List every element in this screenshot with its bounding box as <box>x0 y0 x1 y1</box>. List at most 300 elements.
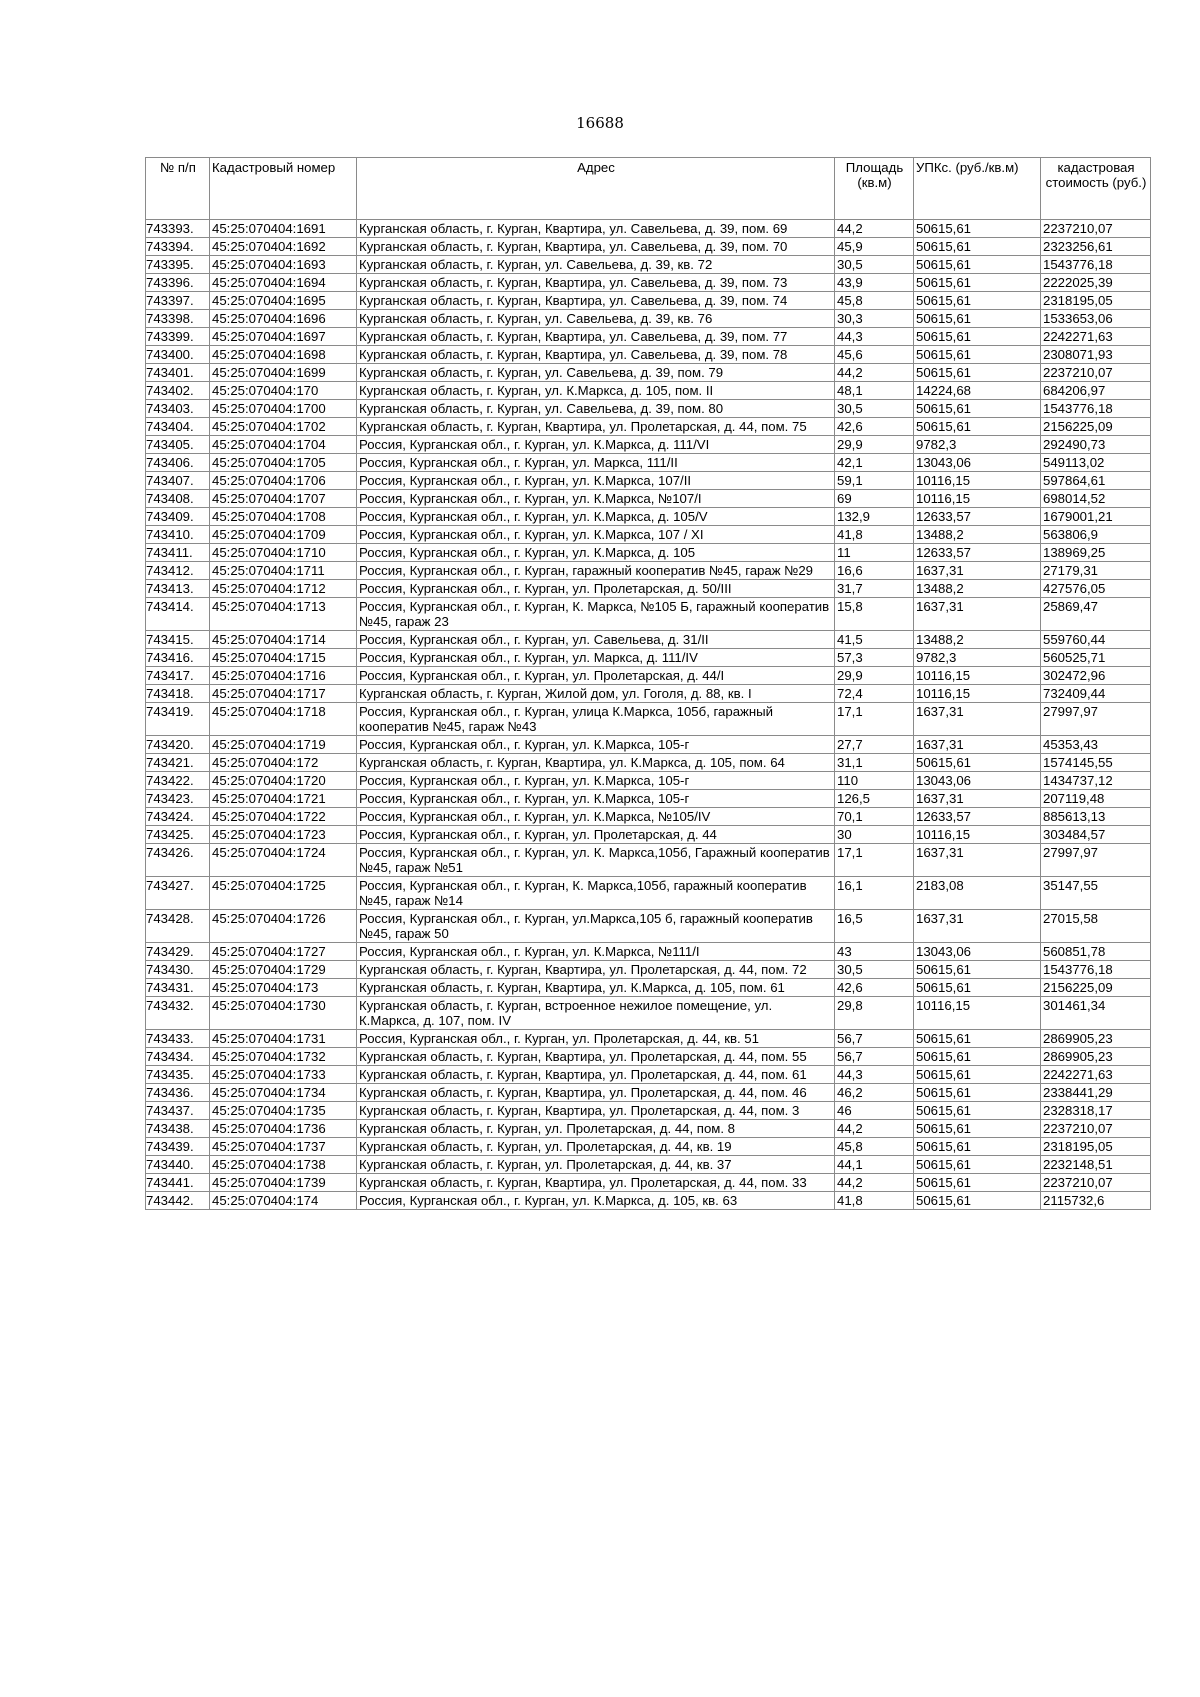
cell-num: 743407. <box>146 472 210 490</box>
cell-num: 743415. <box>146 631 210 649</box>
cell-cadastral-number: 45:25:070404:1718 <box>210 703 357 736</box>
cell-num: 743422. <box>146 772 210 790</box>
cell-cadastral-value: 563806,9 <box>1041 526 1151 544</box>
cell-cadastral-number: 45:25:070404:1708 <box>210 508 357 526</box>
table-row <box>146 364 1151 382</box>
cell-cadastral-number: 45:25:070404:1736 <box>210 1120 357 1138</box>
cell-upks: 50615,61 <box>914 238 1041 256</box>
table-row <box>146 436 1151 454</box>
cell-upks: 50615,61 <box>914 1156 1041 1174</box>
page-number: 16688 <box>576 114 624 132</box>
cell-upks: 50615,61 <box>914 1138 1041 1156</box>
table-row <box>146 736 1151 754</box>
table-row <box>146 544 1151 562</box>
cell-upks: 13488,2 <box>914 526 1041 544</box>
cell-num: 743426. <box>146 844 210 877</box>
cell-cadastral-number: 45:25:070404:1717 <box>210 685 357 703</box>
cell-area: 126,5 <box>835 790 914 808</box>
cell-cadastral-number: 45:25:070404:1709 <box>210 526 357 544</box>
cell-cadastral-number: 45:25:070404:1715 <box>210 649 357 667</box>
cell-num: 743397. <box>146 292 210 310</box>
table-row <box>146 1192 1151 1210</box>
cell-num: 743403. <box>146 400 210 418</box>
cell-num: 743408. <box>146 490 210 508</box>
table-row <box>146 772 1151 790</box>
header-cadastral-value: кадастровая стоимость (руб.) <box>1041 158 1151 220</box>
cell-cadastral-value: 2318195,05 <box>1041 292 1151 310</box>
cell-address: Россия, Курганская обл., г. Курган, ул. К.Маркса, №105/IV <box>357 808 835 826</box>
cell-num: 743438. <box>146 1120 210 1138</box>
cell-upks: 50615,61 <box>914 1174 1041 1192</box>
cell-num: 743393. <box>146 220 210 238</box>
cell-upks: 50615,61 <box>914 1120 1041 1138</box>
cell-num: 743429. <box>146 943 210 961</box>
header-upks: УПКс. (руб./кв.м) <box>914 158 1041 220</box>
cell-upks: 2183,08 <box>914 877 1041 910</box>
cell-upks: 50615,61 <box>914 256 1041 274</box>
cell-cadastral-number: 45:25:070404:1707 <box>210 490 357 508</box>
cell-num: 743414. <box>146 598 210 631</box>
cell-cadastral-number: 45:25:070404:1693 <box>210 256 357 274</box>
cell-area: 43 <box>835 943 914 961</box>
cell-cadastral-number: 45:25:070404:1706 <box>210 472 357 490</box>
cell-upks: 50615,61 <box>914 364 1041 382</box>
cell-num: 743434. <box>146 1048 210 1066</box>
cell-cadastral-value: 1543776,18 <box>1041 256 1151 274</box>
cell-num: 743437. <box>146 1102 210 1120</box>
cell-cadastral-number: 45:25:070404:1719 <box>210 736 357 754</box>
cell-area: 29,9 <box>835 667 914 685</box>
cell-address: Курганская область, г. Курган, ул. Савельева, д. 39, пом. 79 <box>357 364 835 382</box>
cell-address: Россия, Курганская обл., г. Курган, ул. К.Маркса, д. 105 <box>357 544 835 562</box>
cell-num: 743419. <box>146 703 210 736</box>
cell-cadastral-number: 45:25:070404:1714 <box>210 631 357 649</box>
cell-area: 30,5 <box>835 961 914 979</box>
cell-upks: 13488,2 <box>914 580 1041 598</box>
cell-upks: 50615,61 <box>914 310 1041 328</box>
cell-area: 30,3 <box>835 310 914 328</box>
cell-cadastral-number: 45:25:070404:1733 <box>210 1066 357 1084</box>
cell-upks: 1637,31 <box>914 844 1041 877</box>
cell-cadastral-value: 427576,05 <box>1041 580 1151 598</box>
cell-cadastral-value: 2869905,23 <box>1041 1048 1151 1066</box>
cell-upks: 50615,61 <box>914 1030 1041 1048</box>
table-row <box>146 790 1151 808</box>
cell-address: Россия, Курганская обл., г. Курган, гаражный кооператив №45, гараж №29 <box>357 562 835 580</box>
cell-address: Курганская область, г. Курган, ул. К.Маркса, д. 105, пом. II <box>357 382 835 400</box>
cell-cadastral-number: 45:25:070404:1711 <box>210 562 357 580</box>
cell-upks: 9782,3 <box>914 436 1041 454</box>
cell-num: 743420. <box>146 736 210 754</box>
cell-address: Россия, Курганская обл., г. Курган, ул. К.Маркса, 107/II <box>357 472 835 490</box>
cell-area: 42,6 <box>835 979 914 997</box>
table-row <box>146 598 1151 631</box>
table-row <box>146 1156 1151 1174</box>
cell-cadastral-value: 27179,31 <box>1041 562 1151 580</box>
table-row <box>146 943 1151 961</box>
cell-address: Курганская область, г. Курган, ул. Савельева, д. 39, пом. 80 <box>357 400 835 418</box>
cell-cadastral-number: 45:25:070404:1726 <box>210 910 357 943</box>
cell-upks: 1637,31 <box>914 910 1041 943</box>
cell-cadastral-value: 2242271,63 <box>1041 1066 1151 1084</box>
cell-upks: 50615,61 <box>914 400 1041 418</box>
cell-area: 17,1 <box>835 844 914 877</box>
cell-cadastral-number: 45:25:070404:1720 <box>210 772 357 790</box>
cell-upks: 13488,2 <box>914 631 1041 649</box>
cell-num: 743425. <box>146 826 210 844</box>
cell-area: 44,1 <box>835 1156 914 1174</box>
cell-address: Курганская область, г. Курган, встроенное нежилое помещение, ул. К.Маркса, д. 107, пом. IV <box>357 997 835 1030</box>
cell-upks: 10116,15 <box>914 490 1041 508</box>
cell-address: Курганская область, г. Курган, Жилой дом, ул. Гоголя, д. 88, кв. I <box>357 685 835 703</box>
table-row <box>146 754 1151 772</box>
cell-area: 45,8 <box>835 1138 914 1156</box>
table-row <box>146 490 1151 508</box>
cell-address: Россия, Курганская обл., г. Курган, ул. К.Маркса, д. 105, кв. 63 <box>357 1192 835 1210</box>
cell-address: Курганская область, г. Курган, Квартира, ул. Савельева, д. 39, пом. 77 <box>357 328 835 346</box>
cell-address: Россия, Курганская обл., г. Курган, ул. К. Маркса,105б, Гаражный кооператив №45, гараж №51 <box>357 844 835 877</box>
cell-area: 29,8 <box>835 997 914 1030</box>
cell-area: 46 <box>835 1102 914 1120</box>
cell-cadastral-number: 45:25:070404:1704 <box>210 436 357 454</box>
cell-upks: 1637,31 <box>914 703 1041 736</box>
table-row <box>146 844 1151 877</box>
cell-cadastral-number: 45:25:070404:1734 <box>210 1084 357 1102</box>
table-row <box>146 1084 1151 1102</box>
cell-address: Россия, Курганская обл., г. Курган, ул. Пролетарская, д. 44, кв. 51 <box>357 1030 835 1048</box>
cell-address: Курганская область, г. Курган, Квартира, ул. Пролетарская, д. 44, пом. 72 <box>357 961 835 979</box>
cell-area: 15,8 <box>835 598 914 631</box>
cell-cadastral-number: 45:25:070404:1735 <box>210 1102 357 1120</box>
cell-cadastral-value: 2237210,07 <box>1041 220 1151 238</box>
cell-num: 743421. <box>146 754 210 772</box>
cell-upks: 13043,06 <box>914 454 1041 472</box>
cell-num: 743402. <box>146 382 210 400</box>
cell-upks: 10116,15 <box>914 685 1041 703</box>
cell-cadastral-number: 45:25:070404:1710 <box>210 544 357 562</box>
cell-cadastral-number: 45:25:070404:1732 <box>210 1048 357 1066</box>
cell-cadastral-value: 302472,96 <box>1041 667 1151 685</box>
cell-num: 743404. <box>146 418 210 436</box>
cell-address: Курганская область, г. Курган, Квартира, ул. Пролетарская, д. 44, пом. 75 <box>357 418 835 436</box>
cell-address: Россия, Курганская обл., г. Курган, ул. Пролетарская, д. 44 <box>357 826 835 844</box>
header-area: Площадь (кв.м) <box>835 158 914 220</box>
cell-num: 743432. <box>146 997 210 1030</box>
cell-num: 743427. <box>146 877 210 910</box>
table-header-row <box>146 158 1151 220</box>
cell-address: Курганская область, г. Курган, ул. Пролетарская, д. 44, кв. 37 <box>357 1156 835 1174</box>
cell-upks: 12633,57 <box>914 808 1041 826</box>
cell-cadastral-number: 45:25:070404:174 <box>210 1192 357 1210</box>
cell-area: 46,2 <box>835 1084 914 1102</box>
cell-address: Курганская область, г. Курган, Квартира, ул. Савельева, д. 39, пом. 70 <box>357 238 835 256</box>
cell-upks: 50615,61 <box>914 346 1041 364</box>
cell-cadastral-value: 1533653,06 <box>1041 310 1151 328</box>
cell-address: Россия, Курганская обл., г. Курган, ул. К.Маркса, 107 / XI <box>357 526 835 544</box>
cell-cadastral-value: 27015,58 <box>1041 910 1151 943</box>
cell-cadastral-value: 27997,97 <box>1041 703 1151 736</box>
table-body <box>146 220 1151 1210</box>
cell-cadastral-value: 698014,52 <box>1041 490 1151 508</box>
cell-cadastral-value: 2318195,05 <box>1041 1138 1151 1156</box>
cell-upks: 1637,31 <box>914 598 1041 631</box>
cell-area: 31,1 <box>835 754 914 772</box>
cell-area: 41,8 <box>835 1192 914 1210</box>
cell-area: 16,6 <box>835 562 914 580</box>
table-row <box>146 580 1151 598</box>
table-row <box>146 382 1151 400</box>
table-row <box>146 1066 1151 1084</box>
cell-cadastral-value: 45353,43 <box>1041 736 1151 754</box>
cell-cadastral-number: 45:25:070404:1727 <box>210 943 357 961</box>
cell-address: Курганская область, г. Курган, Квартира, ул. Савельева, д. 39, пом. 74 <box>357 292 835 310</box>
cell-area: 45,8 <box>835 292 914 310</box>
cell-upks: 13043,06 <box>914 772 1041 790</box>
cell-num: 743413. <box>146 580 210 598</box>
table-row <box>146 979 1151 997</box>
cell-cadastral-value: 35147,55 <box>1041 877 1151 910</box>
cell-cadastral-number: 45:25:070404:1694 <box>210 274 357 292</box>
cell-cadastral-value: 2156225,09 <box>1041 979 1151 997</box>
cell-address: Россия, Курганская обл., г. Курган, К. Маркса, №105 Б, гаражный кооператив №45, гараж 23 <box>357 598 835 631</box>
cell-address: Курганская область, г. Курган, ул. Савельева, д. 39, кв. 72 <box>357 256 835 274</box>
cell-cadastral-number: 45:25:070404:1723 <box>210 826 357 844</box>
cell-cadastral-value: 1574145,55 <box>1041 754 1151 772</box>
cell-area: 132,9 <box>835 508 914 526</box>
table-row <box>146 310 1151 328</box>
cell-upks: 50615,61 <box>914 220 1041 238</box>
cell-address: Россия, Курганская обл., г. Курган, ул. Савельева, д. 31/II <box>357 631 835 649</box>
cell-upks: 10116,15 <box>914 667 1041 685</box>
cell-area: 30 <box>835 826 914 844</box>
cell-cadastral-number: 45:25:070404:1739 <box>210 1174 357 1192</box>
cell-cadastral-number: 45:25:070404:1730 <box>210 997 357 1030</box>
table-row <box>146 472 1151 490</box>
cell-cadastral-value: 27997,97 <box>1041 844 1151 877</box>
cell-cadastral-value: 2338441,29 <box>1041 1084 1151 1102</box>
cell-address: Россия, Курганская обл., г. Курган, улица К.Маркса, 105б, гаражный кооператив №45, гараж №43 <box>357 703 835 736</box>
cell-address: Курганская область, г. Курган, Квартира, ул. Пролетарская, д. 44, пом. 55 <box>357 1048 835 1066</box>
cell-cadastral-number: 45:25:070404:1699 <box>210 364 357 382</box>
cell-area: 30,5 <box>835 256 914 274</box>
cell-upks: 10116,15 <box>914 997 1041 1030</box>
cell-cadastral-number: 45:25:070404:1725 <box>210 877 357 910</box>
cell-address: Курганская область, г. Курган, Квартира, ул. Савельева, д. 39, пом. 78 <box>357 346 835 364</box>
table-row <box>146 703 1151 736</box>
cell-area: 45,6 <box>835 346 914 364</box>
cell-cadastral-number: 45:25:070404:1702 <box>210 418 357 436</box>
table-row <box>146 826 1151 844</box>
cell-cadastral-value: 560851,78 <box>1041 943 1151 961</box>
cell-num: 743395. <box>146 256 210 274</box>
cell-area: 72,4 <box>835 685 914 703</box>
cell-upks: 50615,61 <box>914 1192 1041 1210</box>
table-row <box>146 220 1151 238</box>
cell-area: 16,5 <box>835 910 914 943</box>
cell-cadastral-number: 45:25:070404:1712 <box>210 580 357 598</box>
cell-area: 48,1 <box>835 382 914 400</box>
table-row <box>146 631 1151 649</box>
table-row <box>146 910 1151 943</box>
table-row <box>146 274 1151 292</box>
cell-address: Россия, Курганская обл., г. Курган, ул. К.Маркса, д. 111/VI <box>357 436 835 454</box>
cell-num: 743423. <box>146 790 210 808</box>
cell-upks: 12633,57 <box>914 544 1041 562</box>
cell-upks: 50615,61 <box>914 274 1041 292</box>
cell-cadastral-number: 45:25:070404:1721 <box>210 790 357 808</box>
cell-address: Курганская область, г. Курган, ул. Пролетарская, д. 44, кв. 19 <box>357 1138 835 1156</box>
cell-num: 743436. <box>146 1084 210 1102</box>
cell-num: 743428. <box>146 910 210 943</box>
table-row <box>146 418 1151 436</box>
cell-upks: 14224,68 <box>914 382 1041 400</box>
cell-num: 743401. <box>146 364 210 382</box>
cell-num: 743439. <box>146 1138 210 1156</box>
cell-num: 743418. <box>146 685 210 703</box>
cell-cadastral-value: 549113,02 <box>1041 454 1151 472</box>
cell-area: 11 <box>835 544 914 562</box>
cell-upks: 10116,15 <box>914 472 1041 490</box>
cell-cadastral-value: 138969,25 <box>1041 544 1151 562</box>
cell-upks: 50615,61 <box>914 418 1041 436</box>
cell-cadastral-value: 2242271,63 <box>1041 328 1151 346</box>
cell-address: Курганская область, г. Курган, Квартира, ул. Пролетарская, д. 44, пом. 3 <box>357 1102 835 1120</box>
cell-cadastral-number: 45:25:070404:1696 <box>210 310 357 328</box>
cell-cadastral-value: 559760,44 <box>1041 631 1151 649</box>
table-row <box>146 346 1151 364</box>
cell-cadastral-number: 45:25:070404:1692 <box>210 238 357 256</box>
cell-cadastral-value: 2323256,61 <box>1041 238 1151 256</box>
table-row <box>146 238 1151 256</box>
cell-num: 743435. <box>146 1066 210 1084</box>
table-row <box>146 961 1151 979</box>
cell-area: 17,1 <box>835 703 914 736</box>
cell-cadastral-value: 1679001,21 <box>1041 508 1151 526</box>
cell-cadastral-number: 45:25:070404:1698 <box>210 346 357 364</box>
table-row <box>146 997 1151 1030</box>
cell-address: Курганская область, г. Курган, Квартира, ул. Пролетарская, д. 44, пом. 61 <box>357 1066 835 1084</box>
cell-address: Курганская область, г. Курган, ул. Пролетарская, д. 44, пом. 8 <box>357 1120 835 1138</box>
cell-cadastral-value: 2308071,93 <box>1041 346 1151 364</box>
cell-area: 30,5 <box>835 400 914 418</box>
cell-cadastral-value: 2869905,23 <box>1041 1030 1151 1048</box>
cell-area: 41,5 <box>835 631 914 649</box>
cadastral-table <box>145 157 1151 1210</box>
cell-num: 743442. <box>146 1192 210 1210</box>
cell-area: 29,9 <box>835 436 914 454</box>
cell-cadastral-value: 301461,34 <box>1041 997 1151 1030</box>
cell-cadastral-number: 45:25:070404:1724 <box>210 844 357 877</box>
cell-cadastral-value: 2328318,17 <box>1041 1102 1151 1120</box>
cell-area: 44,2 <box>835 1120 914 1138</box>
cell-upks: 50615,61 <box>914 1084 1041 1102</box>
cell-num: 743398. <box>146 310 210 328</box>
cell-upks: 50615,61 <box>914 1102 1041 1120</box>
cell-num: 743417. <box>146 667 210 685</box>
cell-cadastral-number: 45:25:070404:1729 <box>210 961 357 979</box>
cell-cadastral-number: 45:25:070404:1705 <box>210 454 357 472</box>
cell-cadastral-number: 45:25:070404:1697 <box>210 328 357 346</box>
cell-area: 41,8 <box>835 526 914 544</box>
cell-num: 743430. <box>146 961 210 979</box>
cell-cadastral-number: 45:25:070404:1737 <box>210 1138 357 1156</box>
cell-address: Курганская область, г. Курган, Квартира, ул. Пролетарская, д. 44, пом. 46 <box>357 1084 835 1102</box>
cell-cadastral-value: 684206,97 <box>1041 382 1151 400</box>
cell-area: 43,9 <box>835 274 914 292</box>
cell-address: Россия, Курганская обл., г. Курган, ул. Маркса, д. 111/IV <box>357 649 835 667</box>
cell-num: 743394. <box>146 238 210 256</box>
cell-num: 743396. <box>146 274 210 292</box>
cell-address: Курганская область, г. Курган, Квартира, ул. К.Маркса, д. 105, пом. 64 <box>357 754 835 772</box>
cell-address: Россия, Курганская обл., г. Курган, ул. Пролетарская, д. 50/III <box>357 580 835 598</box>
cell-upks: 1637,31 <box>914 736 1041 754</box>
cell-area: 69 <box>835 490 914 508</box>
cell-num: 743410. <box>146 526 210 544</box>
cell-cadastral-number: 45:25:070404:170 <box>210 382 357 400</box>
cell-cadastral-number: 45:25:070404:1731 <box>210 1030 357 1048</box>
table-row <box>146 1120 1151 1138</box>
cell-cadastral-value: 1434737,12 <box>1041 772 1151 790</box>
cell-cadastral-value: 1543776,18 <box>1041 961 1151 979</box>
cell-cadastral-value: 597864,61 <box>1041 472 1151 490</box>
cell-upks: 10116,15 <box>914 826 1041 844</box>
cell-num: 743433. <box>146 1030 210 1048</box>
cell-cadastral-number: 45:25:070404:1700 <box>210 400 357 418</box>
header-address: Адрес <box>357 158 835 220</box>
cell-upks: 1637,31 <box>914 562 1041 580</box>
cell-address: Курганская область, г. Курган, ул. Савельева, д. 39, кв. 76 <box>357 310 835 328</box>
table-row <box>146 877 1151 910</box>
cell-num: 743409. <box>146 508 210 526</box>
cell-num: 743406. <box>146 454 210 472</box>
cell-address: Курганская область, г. Курган, Квартира, ул. Савельева, д. 39, пом. 73 <box>357 274 835 292</box>
cell-cadastral-value: 25869,47 <box>1041 598 1151 631</box>
cell-cadastral-value: 560525,71 <box>1041 649 1151 667</box>
cell-cadastral-value: 2237210,07 <box>1041 1174 1151 1192</box>
cell-area: 70,1 <box>835 808 914 826</box>
cell-num: 743412. <box>146 562 210 580</box>
cell-area: 59,1 <box>835 472 914 490</box>
table-row <box>146 1138 1151 1156</box>
cell-cadastral-number: 45:25:070404:1722 <box>210 808 357 826</box>
cell-area: 44,2 <box>835 220 914 238</box>
cell-area: 57,3 <box>835 649 914 667</box>
table-row <box>146 808 1151 826</box>
cell-address: Россия, Курганская обл., г. Курган, ул. Маркса, 111/II <box>357 454 835 472</box>
table-row <box>146 1030 1151 1048</box>
cell-area: 42,6 <box>835 418 914 436</box>
cell-address: Россия, Курганская обл., г. Курган, ул.Маркса,105 б, гаражный кооператив №45, гараж 50 <box>357 910 835 943</box>
header-cadastral-number: Кадастровый номер <box>210 158 357 220</box>
cell-cadastral-number: 45:25:070404:172 <box>210 754 357 772</box>
cell-num: 743400. <box>146 346 210 364</box>
table-row <box>146 526 1151 544</box>
cell-address: Россия, Курганская обл., г. Курган, ул. К.Маркса, №111/I <box>357 943 835 961</box>
cell-cadastral-value: 2156225,09 <box>1041 418 1151 436</box>
table-row <box>146 328 1151 346</box>
cell-address: Курганская область, г. Курган, Квартира, ул. Савельева, д. 39, пом. 69 <box>357 220 835 238</box>
cell-upks: 50615,61 <box>914 328 1041 346</box>
cell-address: Россия, Курганская обл., г. Курган, ул. К.Маркса, д. 105/V <box>357 508 835 526</box>
cell-upks: 50615,61 <box>914 292 1041 310</box>
cell-num: 743440. <box>146 1156 210 1174</box>
cell-area: 42,1 <box>835 454 914 472</box>
cell-cadastral-value: 2237210,07 <box>1041 364 1151 382</box>
cell-area: 44,3 <box>835 1066 914 1084</box>
cell-cadastral-number: 45:25:070404:1713 <box>210 598 357 631</box>
cell-cadastral-value: 2237210,07 <box>1041 1120 1151 1138</box>
table-row <box>146 400 1151 418</box>
